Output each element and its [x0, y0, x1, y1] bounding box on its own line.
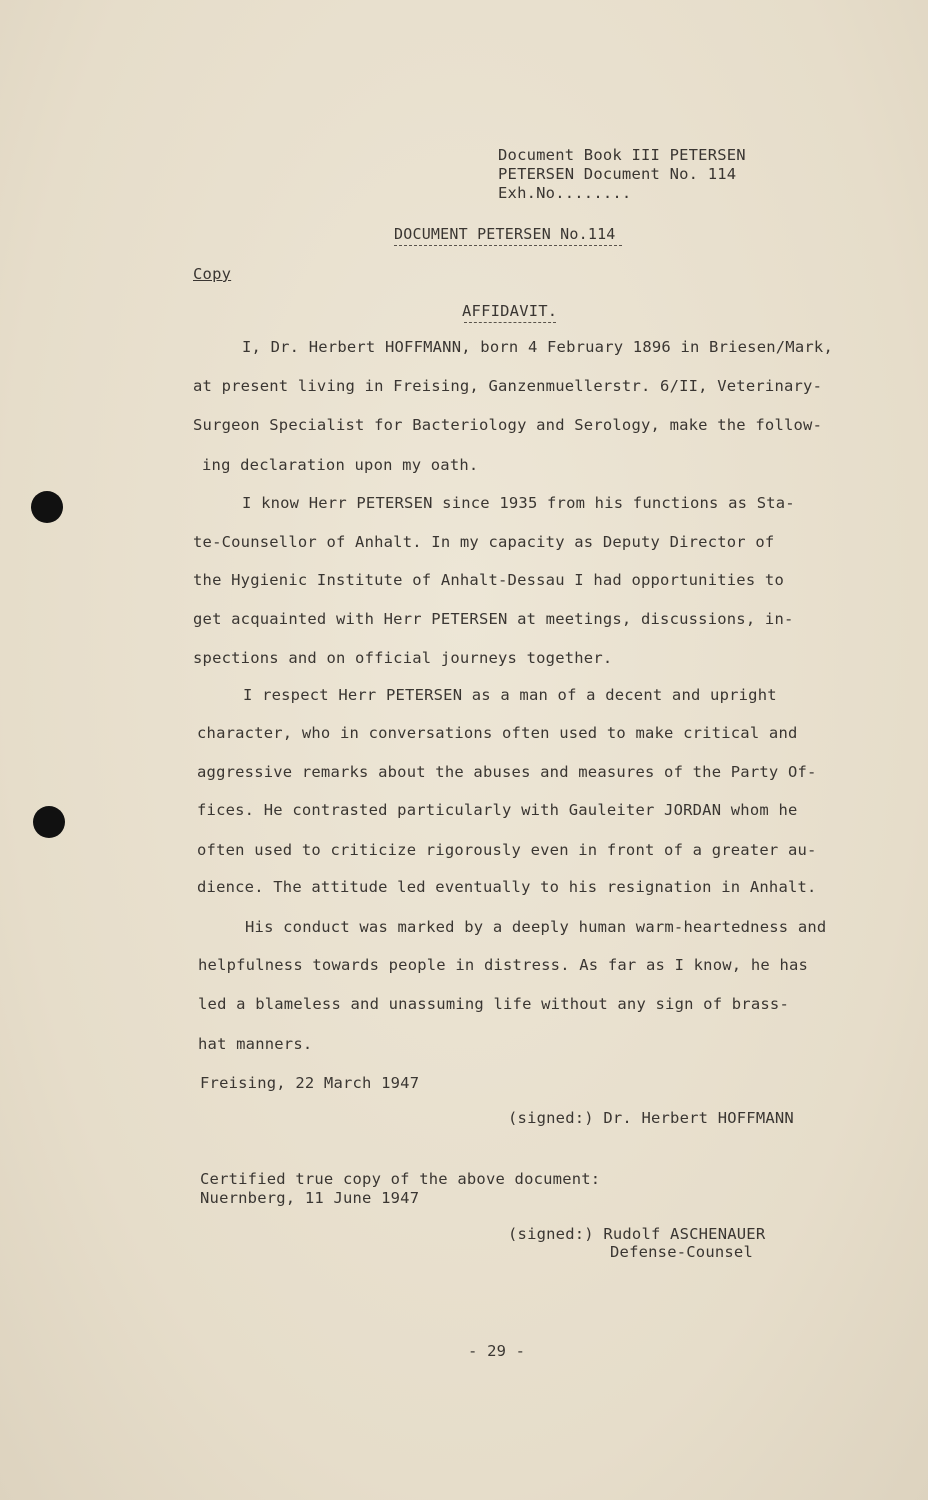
document-header — [498, 146, 746, 203]
header-line-2: PETERSEN Document No. 114 — [498, 165, 737, 183]
certification — [200, 1170, 600, 1208]
body-line: aggressive remarks about the abuses and measures of the Party Of- — [197, 763, 817, 781]
title-underline — [394, 245, 622, 246]
body-line: te-Counsellor of Anhalt. In my capacity as Deputy Director of — [193, 533, 775, 551]
body-line: Surgeon Specialist for Bacteriology and Serology, make the follow- — [193, 416, 823, 434]
body-line: ing declaration upon my oath. — [202, 456, 479, 474]
body-line: led a blameless and unassuming life without any sign of brass- — [198, 995, 789, 1013]
body-line: spections and on official journeys together. — [193, 649, 613, 667]
body-line: fices. He contrasted particularly with Gauleiter JORDAN whom he — [197, 801, 798, 819]
body-line: often used to criticize rigorously even in front of a greater au- — [197, 841, 817, 859]
body-line: I respect Herr PETERSEN as a man of a decent and upright — [243, 686, 777, 704]
document-title: DOCUMENT PETERSEN No.114 — [394, 225, 616, 243]
body-line: character, who in conversations often used to make critical and — [197, 724, 798, 742]
body-line: get acquainted with Herr PETERSEN at meetings, discussions, in- — [193, 610, 794, 628]
signature-role: Defense-Counsel — [610, 1243, 753, 1261]
affidavit-underline — [464, 322, 556, 323]
header-line-1: Document Book III PETERSEN — [498, 146, 746, 164]
signature-aschenauer — [508, 1225, 765, 1261]
header-line-3: Exh.No........ — [498, 184, 632, 202]
body-line: hat manners. — [198, 1035, 313, 1053]
certification-line-2: Nuernberg, 11 June 1947 — [200, 1189, 420, 1207]
certification-line-1: Certified true copy of the above document: — [200, 1170, 601, 1188]
affidavit-title: AFFIDAVIT. — [462, 302, 558, 320]
body-line: the Hygienic Institute of Anhalt-Dessau I had opportunities to — [193, 571, 784, 589]
body-line: I know Herr PETERSEN since 1935 from his functions as Sta- — [242, 494, 795, 512]
body-line: His conduct was marked by a deeply human warm-heartedness and — [245, 918, 827, 936]
place-date: Freising, 22 March 1947 — [200, 1074, 420, 1092]
signature-hoffmann: (signed:) Dr. Herbert HOFFMANN — [508, 1109, 794, 1127]
body-line: dience. The attitude led eventually to his resignation in Anhalt. — [197, 878, 817, 896]
copy-label: Copy — [193, 265, 232, 283]
body-line: at present living in Freising, Ganzenmuellerstr. 6/II, Veterinary- — [193, 377, 823, 395]
page-number: - 29 - — [468, 1342, 526, 1360]
signature-name: (signed:) Rudolf ASCHENAUER — [508, 1225, 766, 1243]
body-line: I, Dr. Herbert HOFFMANN, born 4 February 1896 in Briesen/Mark, — [242, 338, 833, 356]
punch-hole — [31, 491, 63, 523]
body-line: helpfulness towards people in distress. As far as I know, he has — [198, 956, 809, 974]
punch-hole — [33, 806, 65, 838]
